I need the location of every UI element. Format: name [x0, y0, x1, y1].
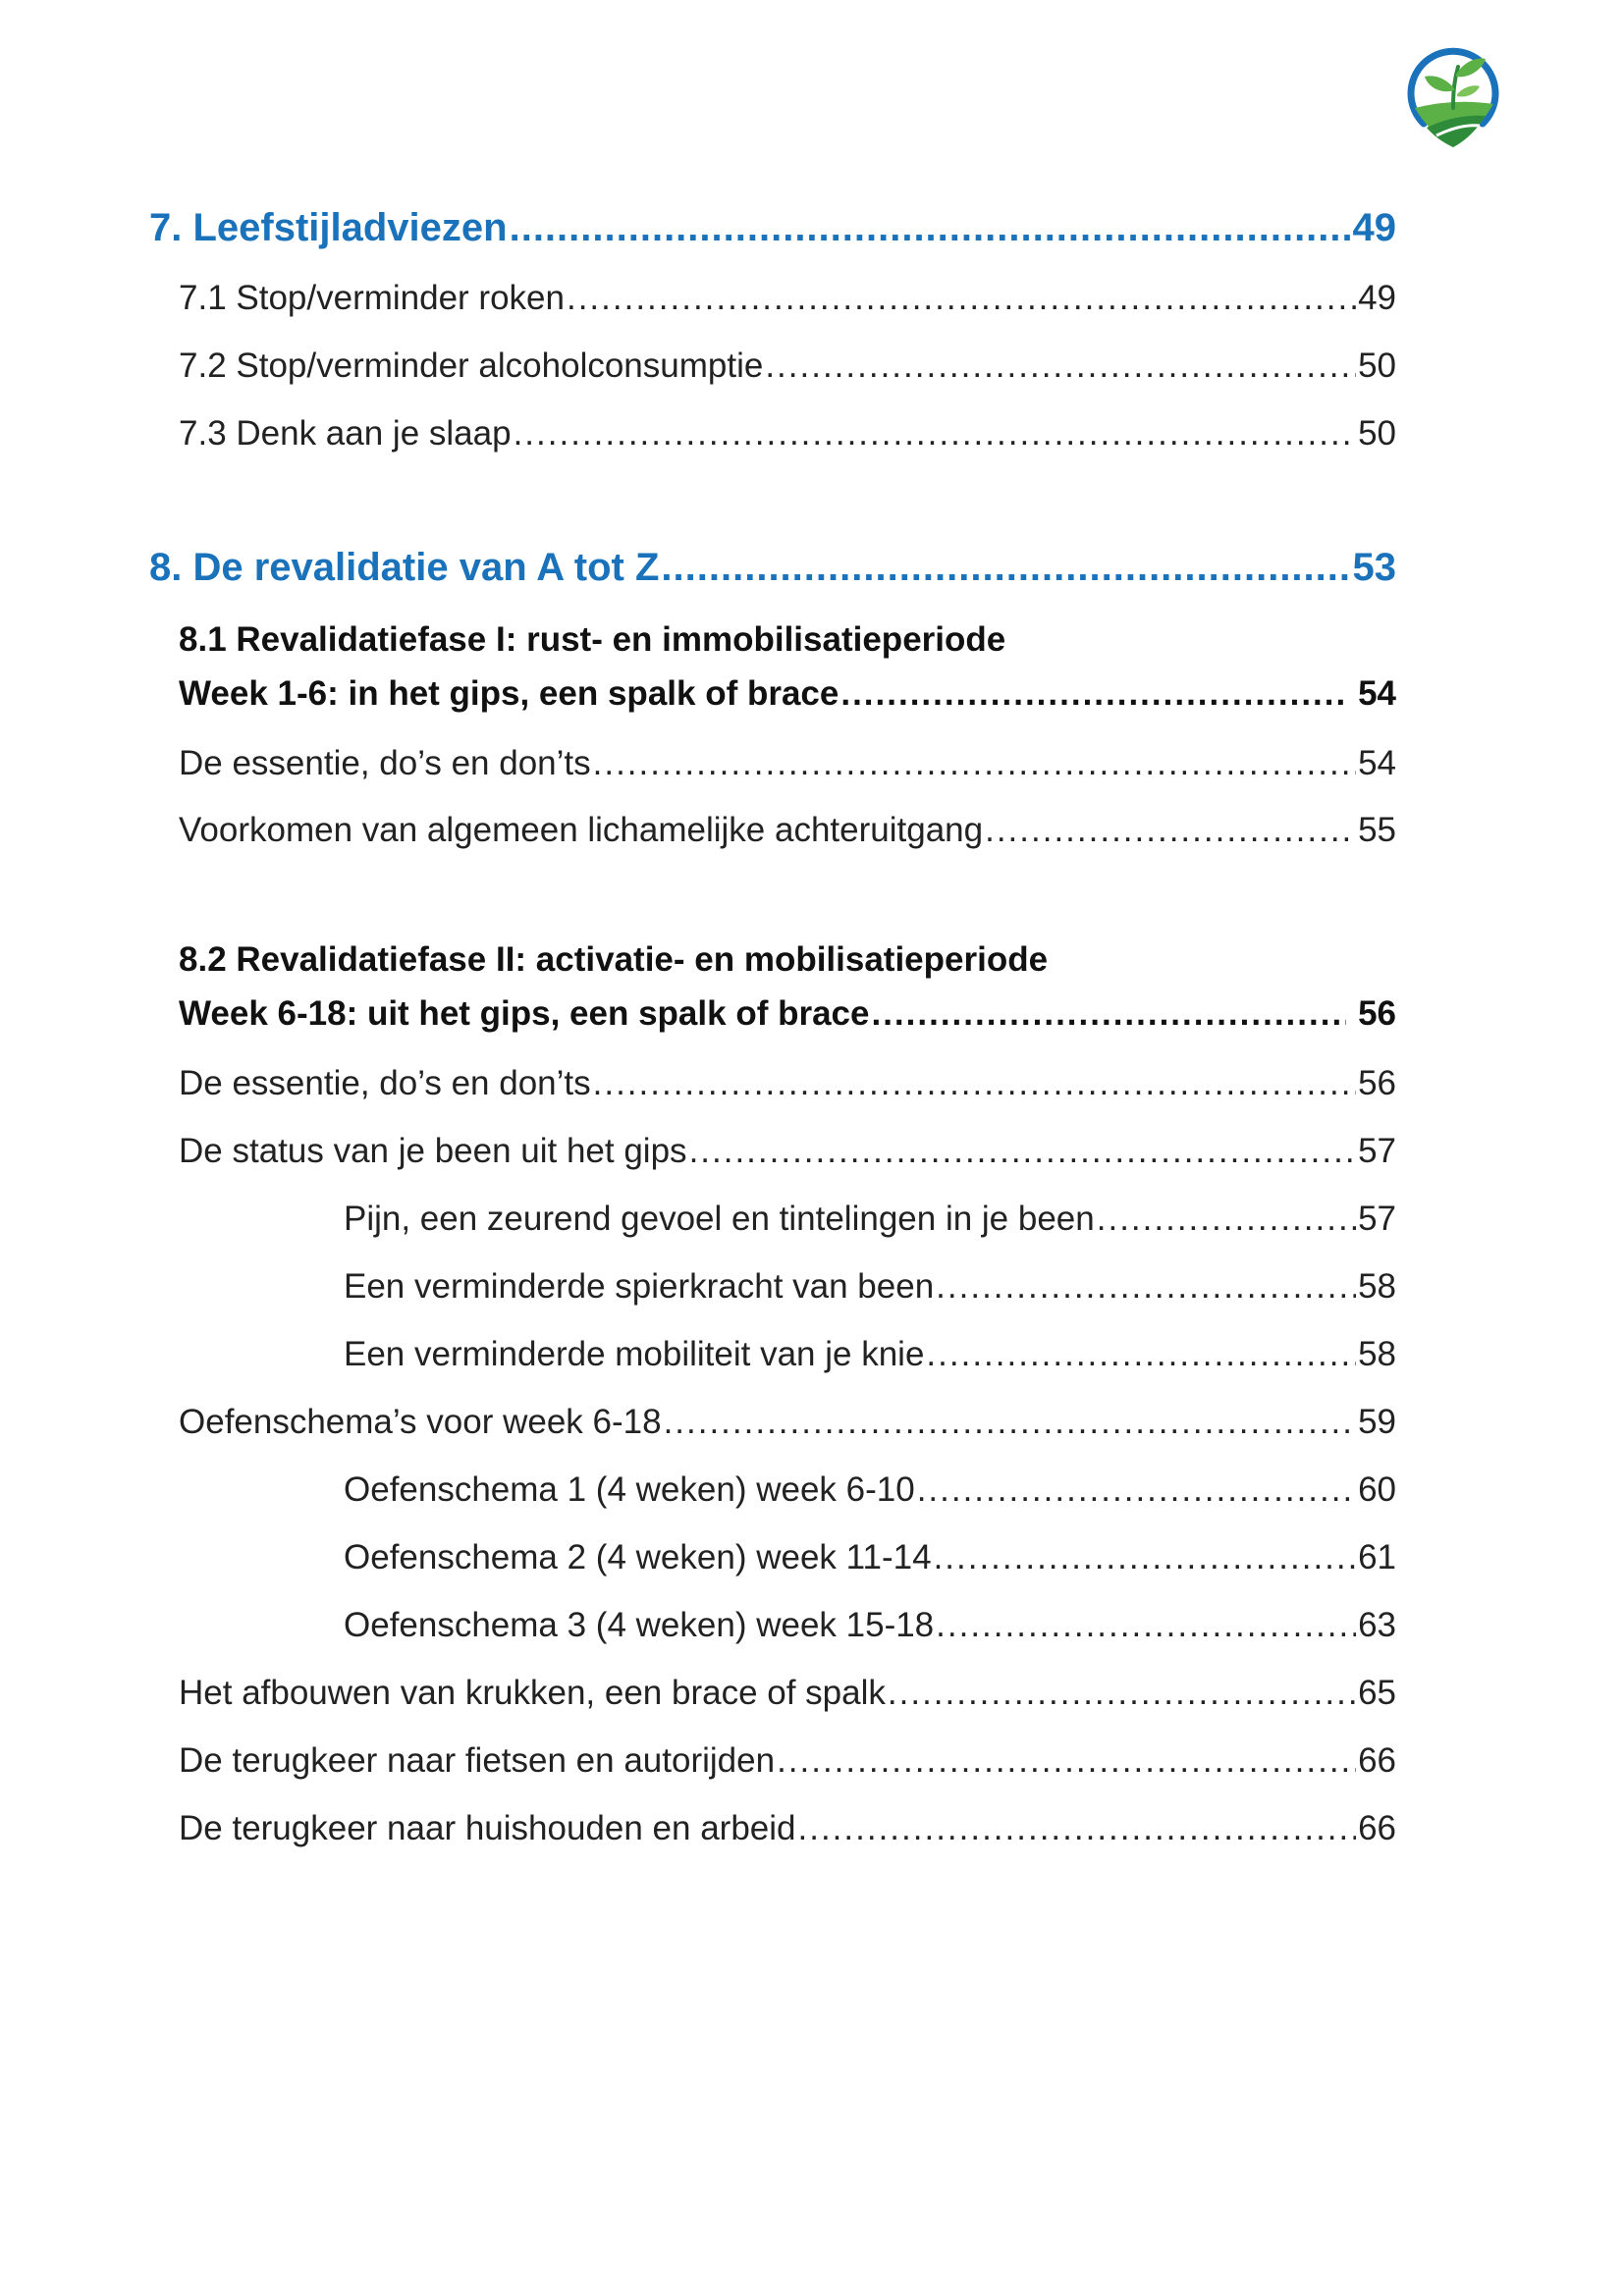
toc-section-8-1[interactable]: [179, 674, 1396, 714]
toc-page-number: 61: [1358, 1538, 1396, 1576]
dot-leader: [689, 1132, 1357, 1171]
toc-chapter-7[interactable]: [149, 206, 1396, 250]
toc-item-8-2-status[interactable]: [179, 1132, 1396, 1171]
dot-leader: [765, 347, 1356, 386]
dot-leader: [917, 1470, 1356, 1510]
toc-page-number: 56: [1358, 1064, 1396, 1102]
dot-leader: [936, 1606, 1356, 1645]
toc-label: Oefenschema’s voor week 6-18: [179, 1403, 662, 1441]
toc-item-8-2-spierkracht[interactable]: [344, 1267, 1396, 1307]
toc-item-oefenschema-1[interactable]: [344, 1470, 1396, 1510]
toc-page-number: 55: [1358, 811, 1396, 849]
toc-page-number: 49: [1358, 279, 1396, 317]
dot-leader: [936, 1267, 1356, 1307]
toc-label: Week 6-18: uit het gips, een spalk of brace: [179, 994, 870, 1033]
toc-label: Een verminderde spierkracht van been: [344, 1267, 935, 1306]
toc-chapter-8[interactable]: [149, 546, 1396, 590]
toc-page-number: 57: [1358, 1200, 1396, 1238]
toc-page-number: 54: [1358, 744, 1396, 782]
toc-page-number: 60: [1358, 1470, 1396, 1509]
toc-label: 7.3 Denk aan je slaap: [179, 414, 512, 453]
dot-leader: [593, 1064, 1356, 1103]
toc-label: Oefenschema 2 (4 weken) week 11-14: [344, 1538, 932, 1576]
toc-item-8-2-essentie[interactable]: [179, 1064, 1396, 1103]
toc-label: De terugkeer naar huishouden en arbeid: [179, 1809, 796, 1847]
dot-leader: [798, 1809, 1357, 1848]
toc-label: Een verminderde mobiliteit van je knie: [344, 1335, 925, 1373]
toc-page-number: 66: [1358, 1809, 1396, 1847]
dot-leader: [840, 674, 1346, 714]
dot-leader: [985, 811, 1356, 850]
toc-page-number: 66: [1358, 1741, 1396, 1780]
dot-leader: [664, 1403, 1357, 1442]
toc-page-number: 57: [1358, 1132, 1396, 1170]
toc-item-oefenschema-3[interactable]: [344, 1606, 1396, 1645]
dot-leader: [593, 744, 1356, 783]
toc-label: 8. De revalidatie van A tot Z: [149, 546, 660, 589]
dot-leader: [567, 279, 1356, 318]
toc-section-7-2[interactable]: [179, 347, 1396, 386]
toc-item-8-1-voorkomen[interactable]: [179, 811, 1396, 850]
toc-section-7-1[interactable]: [179, 279, 1396, 318]
dot-leader: [1097, 1200, 1356, 1239]
dot-leader: [777, 1741, 1356, 1781]
toc-label: Oefenschema 3 (4 weken) week 15-18: [344, 1606, 935, 1644]
toc-item-8-2-pijn[interactable]: [344, 1200, 1396, 1239]
dot-leader: [871, 994, 1346, 1034]
toc-item-8-2-mobiliteit[interactable]: [344, 1335, 1396, 1374]
toc-page-number: 59: [1358, 1403, 1396, 1441]
toc-item-8-2-fietsen[interactable]: [179, 1741, 1396, 1781]
dot-leader: [888, 1674, 1356, 1713]
toc-item-8-1-essentie[interactable]: [179, 744, 1396, 783]
toc-label: De status van je been uit het gips: [179, 1132, 687, 1170]
toc-label: De essentie, do’s en don’ts: [179, 1064, 591, 1102]
toc-page-number: 50: [1358, 347, 1396, 385]
toc-label: Oefenschema 1 (4 weken) week 6-10: [344, 1470, 915, 1509]
dot-leader: [661, 546, 1350, 590]
toc-item-8-2-huishouden[interactable]: [179, 1809, 1396, 1848]
toc-item-oefenschema-2[interactable]: [344, 1538, 1396, 1577]
dot-leader: [514, 414, 1356, 454]
dot-leader: [926, 1335, 1356, 1374]
toc-page-number: 58: [1358, 1267, 1396, 1306]
toc-label: 7.2 Stop/verminder alcoholconsumptie: [179, 347, 764, 385]
toc-label: Pijn, een zeurend gevoel en tintelingen in je been: [344, 1200, 1095, 1238]
toc-page-number: 50: [1358, 414, 1396, 453]
toc-section-8-1-heading: 8.1 Revalidatiefase I: rust- en immobilisatieperiode: [179, 620, 1006, 659]
toc-label: De essentie, do’s en don’ts: [179, 744, 591, 782]
toc-section-7-3[interactable]: [179, 414, 1396, 454]
toc-item-8-2-afbouwen[interactable]: [179, 1674, 1396, 1713]
toc-label: 7. Leefstijladviezen: [149, 206, 508, 249]
toc-section-8-2[interactable]: [179, 994, 1396, 1034]
dot-leader: [510, 206, 1351, 250]
toc-label: De terugkeer naar fietsen en autorijden: [179, 1741, 776, 1780]
toc-label: Voorkomen van algemeen lichamelijke achteruitgang: [179, 811, 984, 849]
toc-page-number: 63: [1358, 1606, 1396, 1644]
toc-page-number: 49: [1352, 206, 1396, 249]
sprout-logo-icon: [1407, 43, 1499, 149]
toc-label: Het afbouwen van krukken, een brace of spalk: [179, 1674, 886, 1712]
toc-page-number: 53: [1352, 546, 1396, 589]
dot-leader: [934, 1538, 1357, 1577]
toc-label: 7.1 Stop/verminder roken: [179, 279, 565, 317]
toc-page-number: 56: [1358, 994, 1396, 1033]
toc-item-8-2-oefenschemas[interactable]: [179, 1403, 1396, 1442]
toc-page-number: 54: [1358, 674, 1396, 713]
toc-page-number: 65: [1358, 1674, 1396, 1712]
toc-section-8-2-heading: 8.2 Revalidatiefase II: activatie- en mobilisatieperiode: [179, 940, 1049, 979]
toc-label: Week 1-6: in het gips, een spalk of brace: [179, 674, 839, 713]
toc-page-number: 58: [1358, 1335, 1396, 1373]
